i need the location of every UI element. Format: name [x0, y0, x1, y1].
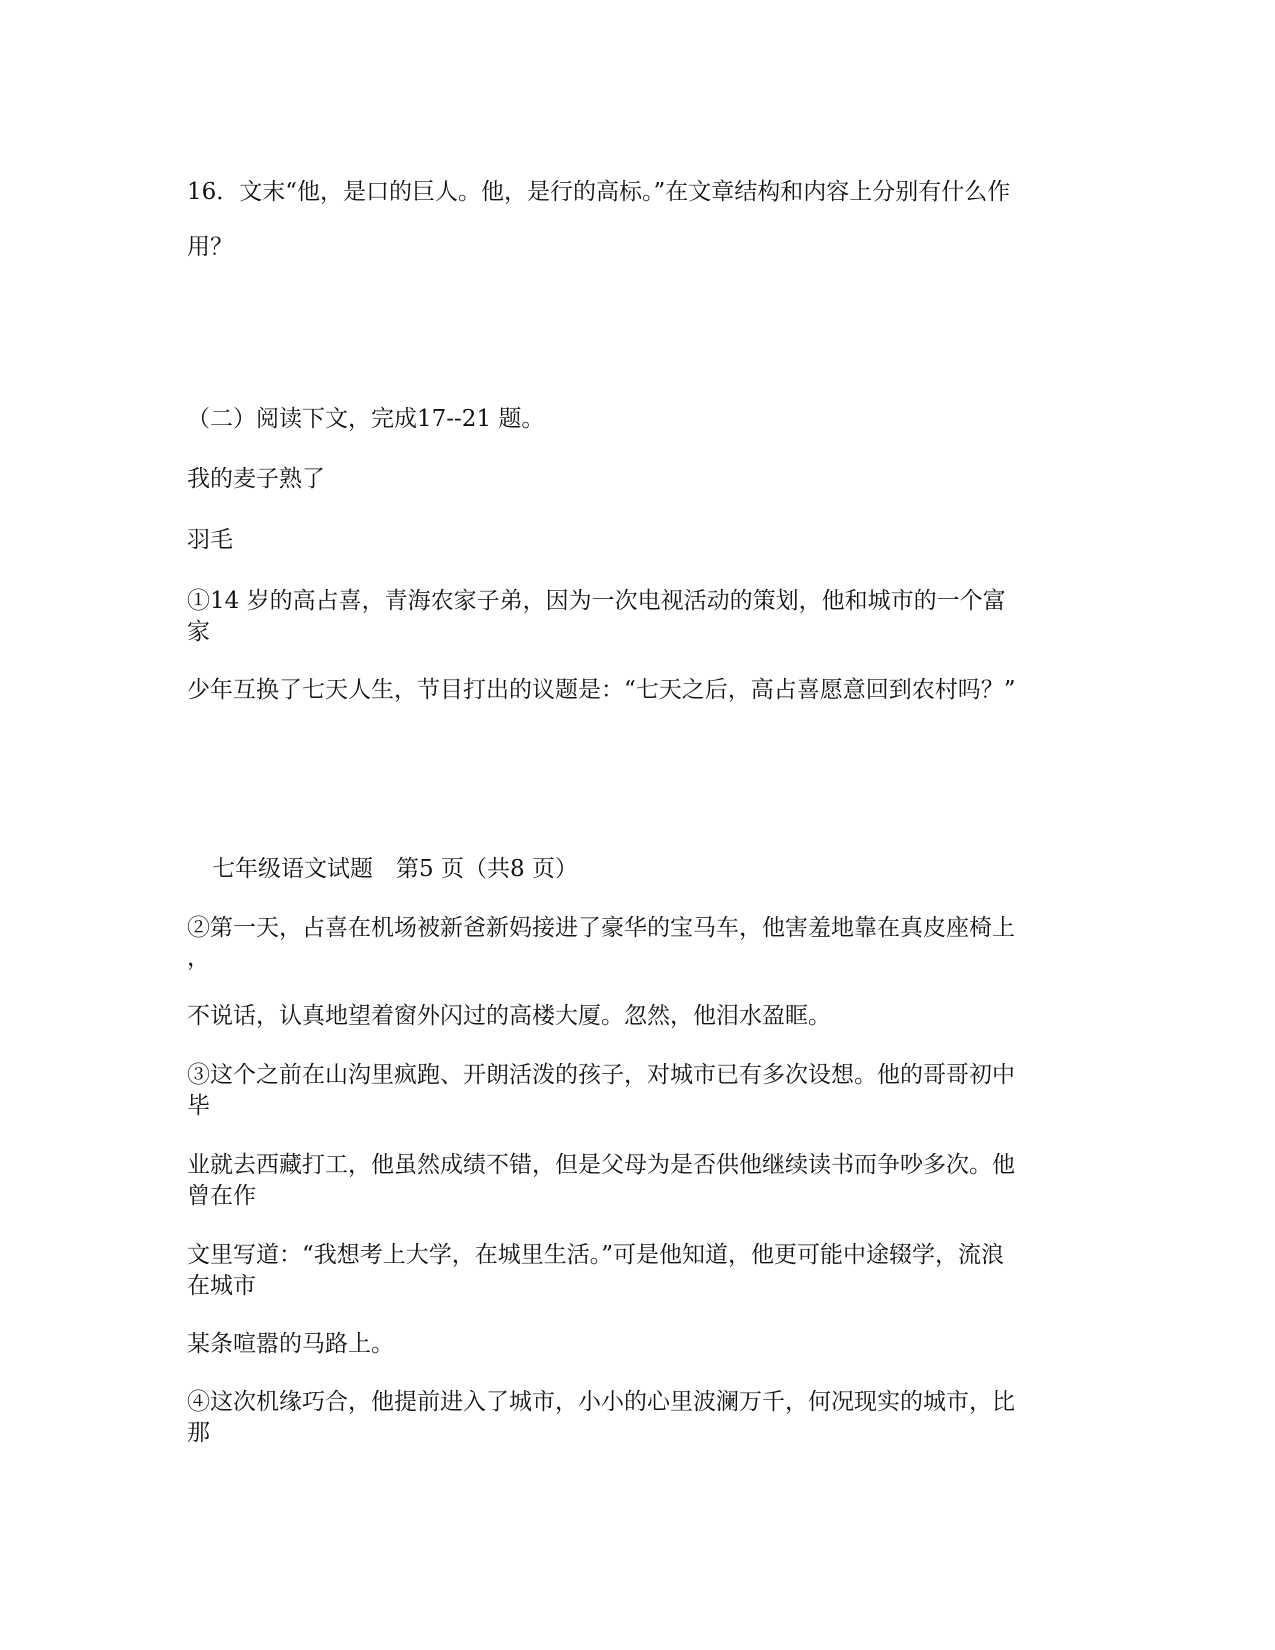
article-title: 我的麦子熟了: [187, 466, 325, 492]
paragraph-1-line-3: 少年互换了七天人生，节目打出的议题是：“七天之后，高占喜愿意回到农村吗？”: [187, 677, 1016, 703]
paragraph-2-line-2: ，: [187, 945, 210, 971]
article-author: 羽毛: [187, 527, 233, 553]
page-footer: 七年级语文试题 第5 页（共8 页）: [212, 856, 578, 882]
paragraph-3-line-2: 毕: [187, 1093, 210, 1119]
question-16-line-2: 用？: [187, 234, 233, 260]
paragraph-1-line-1: ①14 岁的高占喜，青海农家子弟，因为一次电视活动的策划，他和城市的一个富: [187, 588, 1006, 614]
paragraph-4-line-2: 那: [187, 1420, 210, 1446]
paragraph-3-line-5: 文里写道：“我想考上大学，在城里生活。”可是他知道，他更可能中途辍学，流浪: [187, 1242, 1005, 1268]
paragraph-2-line-3: 不说话，认真地望着窗外闪过的高楼大厦。忽然，他泪水盈眶。: [187, 1003, 831, 1029]
paragraph-1-line-2: 家: [187, 619, 210, 645]
paragraph-3-line-6: 在城市: [187, 1273, 256, 1299]
question-16-line-1: 16．文末“他，是口的巨人。他，是行的高标。”在文章结构和内容上分别有什么作: [187, 179, 1011, 205]
section-instruction: （二）阅读下文，完成17--21 题。: [187, 406, 545, 432]
paragraph-3-line-3: 业就去西藏打工，他虽然成绩不错，但是父母为是否供他继续读书而争吵多次。他: [187, 1152, 1015, 1178]
paragraph-2-line-1: ②第一天，占喜在机场被新爸新妈接进了豪华的宝马车，他害羞地靠在真皮座椅上: [187, 915, 1015, 941]
paragraph-3-line-7: 某条喧嚣的马路上。: [187, 1331, 394, 1357]
paragraph-4-line-1: ④这次机缘巧合，他提前进入了城市，小小的心里波澜万千，何况现实的城市，比: [187, 1389, 1015, 1415]
paragraph-3-line-4: 曾在作: [187, 1183, 256, 1209]
paragraph-3-line-1: ③这个之前在山沟里疯跑、开朗活泼的孩子，对城市已有多次设想。他的哥哥初中: [187, 1062, 1015, 1088]
